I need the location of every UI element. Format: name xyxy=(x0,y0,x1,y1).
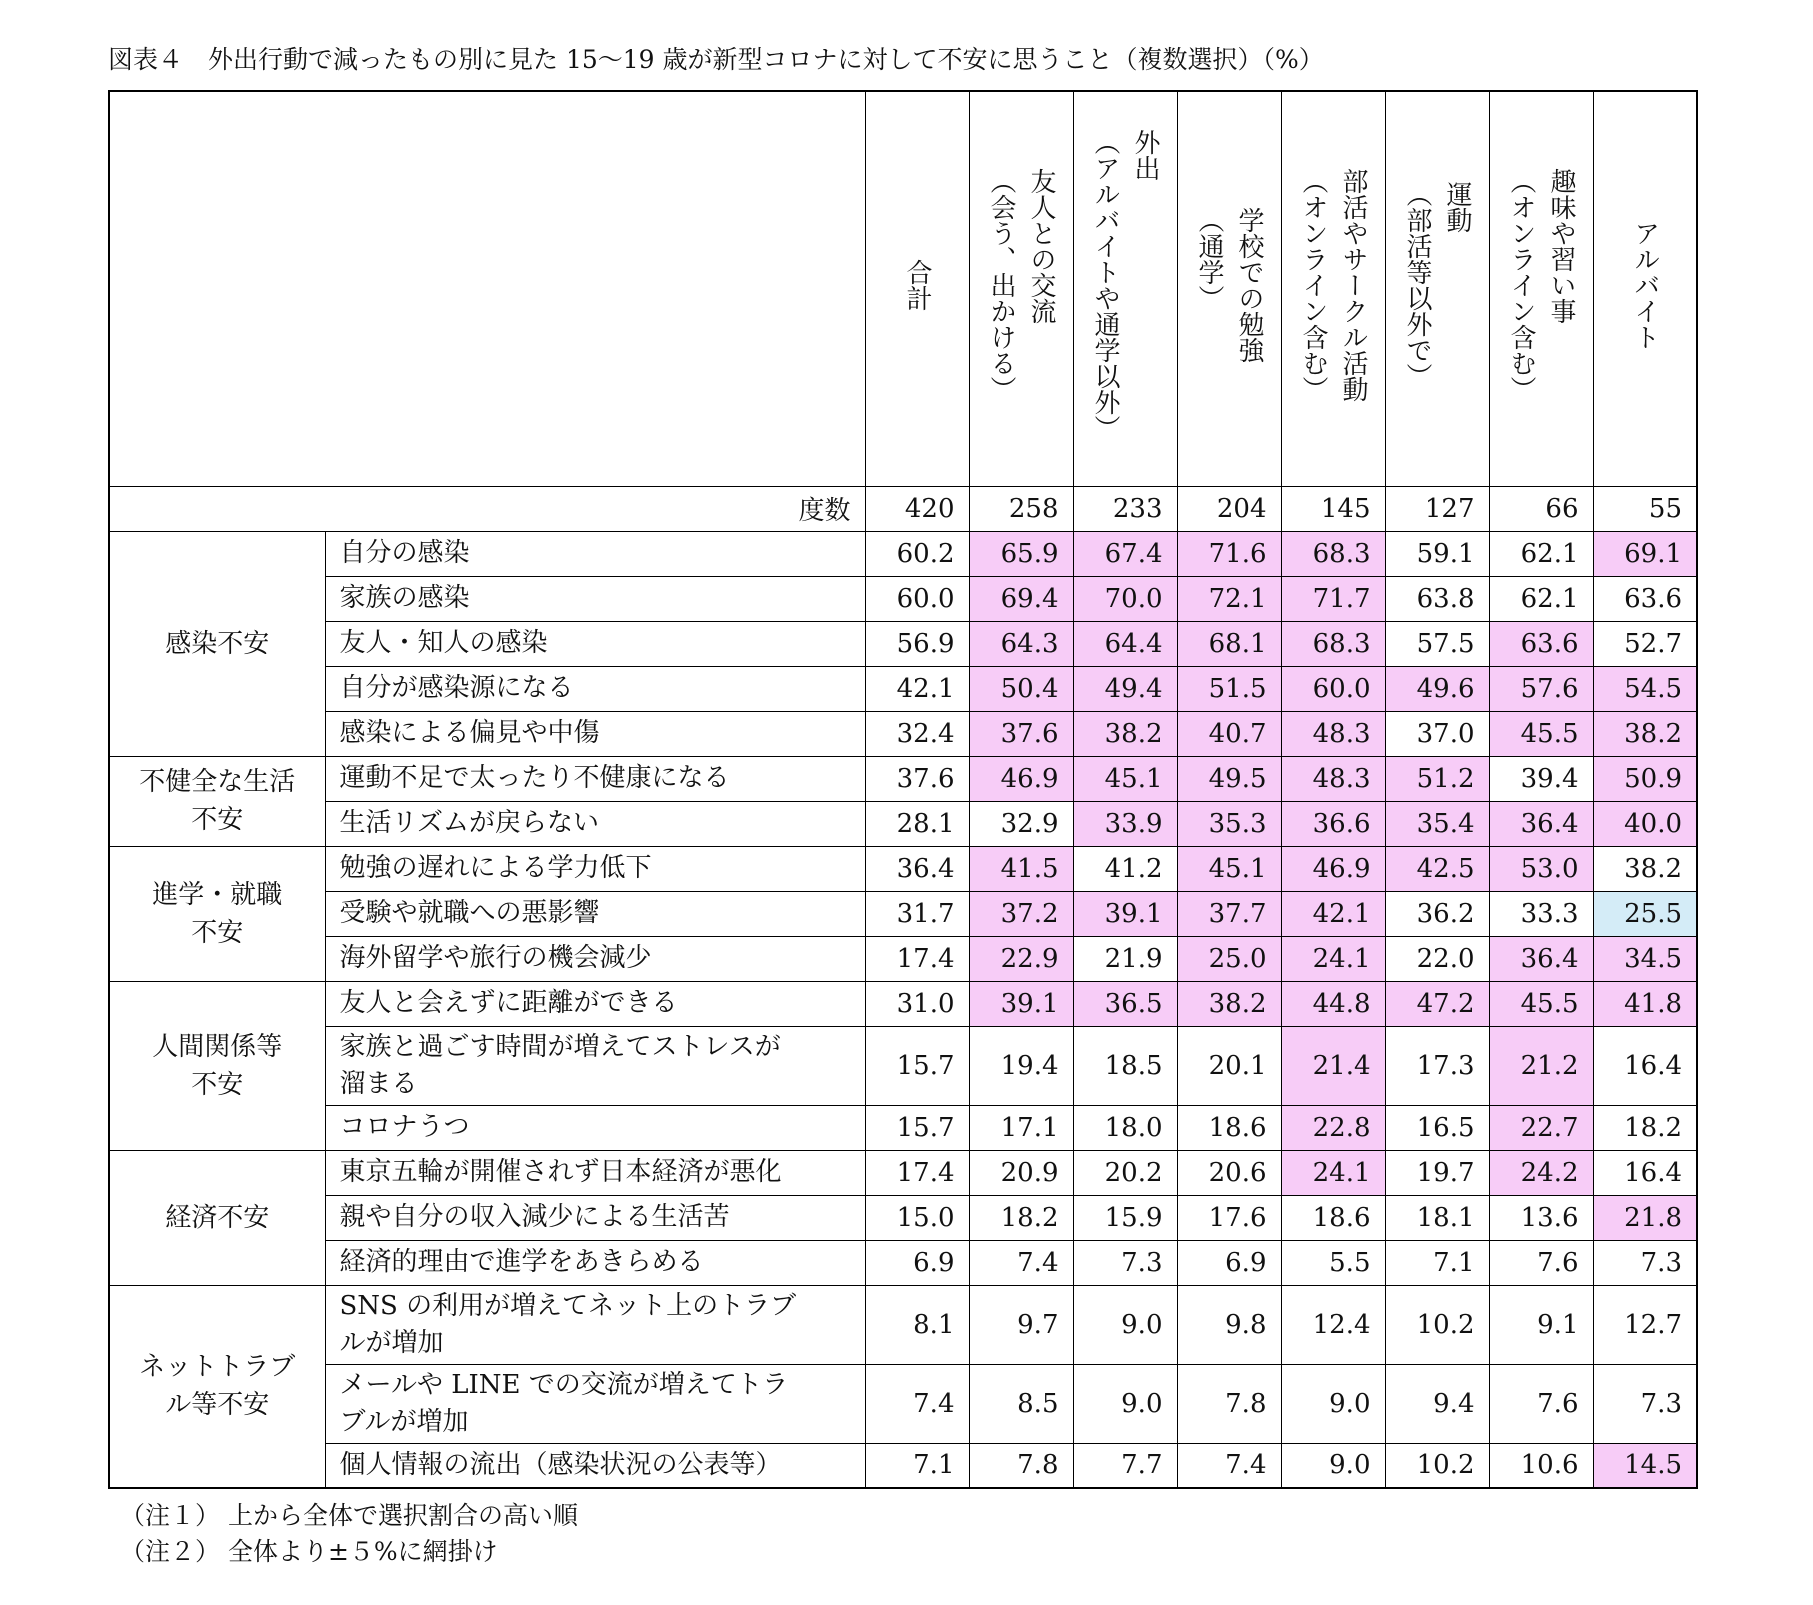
value-cell: 47.2 xyxy=(1385,981,1489,1026)
value-cell: 13.6 xyxy=(1489,1195,1593,1240)
value-cell: 46.9 xyxy=(1281,846,1385,891)
table-row xyxy=(109,576,1697,621)
value-cell: 8.1 xyxy=(865,1285,969,1364)
value-cell: 31.0 xyxy=(865,981,969,1026)
item-label: 友人・知人の感染 xyxy=(325,621,865,666)
value-cell: 19.7 xyxy=(1385,1150,1489,1195)
value-cell: 42.5 xyxy=(1385,846,1489,891)
value-cell: 37.7 xyxy=(1177,891,1281,936)
value-cell: 14.5 xyxy=(1593,1443,1697,1488)
value-cell: 36.6 xyxy=(1281,801,1385,846)
item-label: 海外留学や旅行の機会減少 xyxy=(325,936,865,981)
item-label: 受験や就職への悪影響 xyxy=(325,891,865,936)
value-cell: 20.6 xyxy=(1177,1150,1281,1195)
column-header-label: 合計 xyxy=(902,259,932,312)
value-cell: 63.6 xyxy=(1593,576,1697,621)
item-label: 自分の感染 xyxy=(325,531,865,576)
value-cell: 40.0 xyxy=(1593,801,1697,846)
value-cell: 38.2 xyxy=(1177,981,1281,1026)
category-cell: 経済不安 xyxy=(109,1150,325,1285)
item-label: 友人と会えずに距離ができる xyxy=(325,981,865,1026)
value-cell: 21.2 xyxy=(1489,1026,1593,1105)
value-cell: 36.4 xyxy=(1489,801,1593,846)
item-label: コロナうつ xyxy=(325,1105,865,1150)
value-cell: 7.3 xyxy=(1593,1364,1697,1443)
value-cell: 17.4 xyxy=(865,1150,969,1195)
table-row xyxy=(109,621,1697,666)
value-cell: 31.7 xyxy=(865,891,969,936)
value-cell: 12.7 xyxy=(1593,1285,1697,1364)
frequency-label: 度数 xyxy=(109,486,865,531)
value-cell: 22.8 xyxy=(1281,1105,1385,1150)
item-label: 自分が感染源になる xyxy=(325,666,865,711)
value-cell: 5.5 xyxy=(1281,1240,1385,1285)
value-cell: 18.1 xyxy=(1385,1195,1489,1240)
value-cell: 24.1 xyxy=(1281,1150,1385,1195)
value-cell: 18.2 xyxy=(1593,1105,1697,1150)
table-row xyxy=(109,1364,1697,1443)
value-cell: 51.5 xyxy=(1177,666,1281,711)
value-cell: 68.1 xyxy=(1177,621,1281,666)
value-cell: 40.7 xyxy=(1177,711,1281,756)
value-cell: 28.1 xyxy=(865,801,969,846)
value-cell: 9.0 xyxy=(1281,1443,1385,1488)
value-cell: 17.3 xyxy=(1385,1026,1489,1105)
value-cell: 6.9 xyxy=(1177,1240,1281,1285)
column-header-label: 部活やサークル活動 （オンライン含む） xyxy=(1298,168,1368,403)
value-cell: 17.6 xyxy=(1177,1195,1281,1240)
value-cell: 18.0 xyxy=(1073,1105,1177,1150)
category-cell: 不健全な生活 不安 xyxy=(109,756,325,846)
value-cell: 16.4 xyxy=(1593,1026,1697,1105)
item-label: 感染による偏見や中傷 xyxy=(325,711,865,756)
table-row xyxy=(109,1195,1697,1240)
value-cell: 8.5 xyxy=(969,1364,1073,1443)
value-cell: 32.9 xyxy=(969,801,1073,846)
value-cell: 63.6 xyxy=(1489,621,1593,666)
table-row xyxy=(109,1240,1697,1285)
category-cell: 人間関係等 不安 xyxy=(109,981,325,1150)
value-cell: 37.6 xyxy=(865,756,969,801)
frequency-cell: 145 xyxy=(1281,486,1385,531)
value-cell: 36.5 xyxy=(1073,981,1177,1026)
value-cell: 48.3 xyxy=(1281,711,1385,756)
frequency-row xyxy=(109,486,1697,531)
frequency-cell: 204 xyxy=(1177,486,1281,531)
value-cell: 63.8 xyxy=(1385,576,1489,621)
column-header xyxy=(865,91,969,486)
value-cell: 15.0 xyxy=(865,1195,969,1240)
value-cell: 7.3 xyxy=(1073,1240,1177,1285)
value-cell: 16.5 xyxy=(1385,1105,1489,1150)
value-cell: 45.1 xyxy=(1073,756,1177,801)
value-cell: 15.7 xyxy=(865,1105,969,1150)
table-row xyxy=(109,711,1697,756)
column-header xyxy=(1593,91,1697,486)
table-row xyxy=(109,936,1697,981)
column-header-label: 友人との交流 （会う、出かける） xyxy=(986,168,1056,403)
value-cell: 41.8 xyxy=(1593,981,1697,1026)
value-cell: 33.9 xyxy=(1073,801,1177,846)
value-cell: 41.5 xyxy=(969,846,1073,891)
table-row xyxy=(109,891,1697,936)
value-cell: 39.1 xyxy=(969,981,1073,1026)
value-cell: 9.8 xyxy=(1177,1285,1281,1364)
value-cell: 10.2 xyxy=(1385,1443,1489,1488)
value-cell: 35.4 xyxy=(1385,801,1489,846)
value-cell: 22.9 xyxy=(969,936,1073,981)
value-cell: 49.4 xyxy=(1073,666,1177,711)
value-cell: 46.9 xyxy=(969,756,1073,801)
value-cell: 51.2 xyxy=(1385,756,1489,801)
column-header-label: 運動 （部活等以外で） xyxy=(1402,181,1472,390)
value-cell: 48.3 xyxy=(1281,756,1385,801)
column-header xyxy=(1385,91,1489,486)
category-cell: 感染不安 xyxy=(109,531,325,756)
frequency-cell: 233 xyxy=(1073,486,1177,531)
item-label: 経済的理由で進学をあきらめる xyxy=(325,1240,865,1285)
column-header xyxy=(969,91,1073,486)
value-cell: 54.5 xyxy=(1593,666,1697,711)
value-cell: 18.6 xyxy=(1281,1195,1385,1240)
column-header-label: 外出 （アルバイトや通学以外） xyxy=(1090,129,1160,442)
value-cell: 21.9 xyxy=(1073,936,1177,981)
item-label: 生活リズムが戻らない xyxy=(325,801,865,846)
value-cell: 7.4 xyxy=(1177,1443,1281,1488)
value-cell: 38.2 xyxy=(1593,711,1697,756)
value-cell: 64.4 xyxy=(1073,621,1177,666)
value-cell: 21.4 xyxy=(1281,1026,1385,1105)
item-label: 勉強の遅れによる学力低下 xyxy=(325,846,865,891)
frequency-cell: 66 xyxy=(1489,486,1593,531)
table-row xyxy=(109,1105,1697,1150)
column-header xyxy=(1489,91,1593,486)
item-label: SNS の利用が増えてネット上のトラブ ルが増加 xyxy=(325,1285,865,1364)
value-cell: 68.3 xyxy=(1281,531,1385,576)
value-cell: 57.6 xyxy=(1489,666,1593,711)
item-label: 東京五輪が開催されず日本経済が悪化 xyxy=(325,1150,865,1195)
value-cell: 71.7 xyxy=(1281,576,1385,621)
value-cell: 7.3 xyxy=(1593,1240,1697,1285)
value-cell: 44.8 xyxy=(1281,981,1385,1026)
value-cell: 68.3 xyxy=(1281,621,1385,666)
value-cell: 24.2 xyxy=(1489,1150,1593,1195)
note-1: （注１） 上から全体で選択割合の高い順 xyxy=(120,1501,578,1530)
header-row xyxy=(109,91,1697,486)
value-cell: 67.4 xyxy=(1073,531,1177,576)
value-cell: 72.1 xyxy=(1177,576,1281,621)
value-cell: 62.1 xyxy=(1489,531,1593,576)
table-row xyxy=(109,801,1697,846)
value-cell: 9.0 xyxy=(1073,1364,1177,1443)
value-cell: 50.9 xyxy=(1593,756,1697,801)
value-cell: 10.6 xyxy=(1489,1443,1593,1488)
value-cell: 6.9 xyxy=(865,1240,969,1285)
value-cell: 20.1 xyxy=(1177,1026,1281,1105)
value-cell: 25.5 xyxy=(1593,891,1697,936)
table-row xyxy=(109,1026,1697,1105)
value-cell: 69.4 xyxy=(969,576,1073,621)
table-row xyxy=(109,666,1697,711)
data-table xyxy=(108,90,1698,1489)
value-cell: 15.9 xyxy=(1073,1195,1177,1240)
value-cell: 36.4 xyxy=(865,846,969,891)
value-cell: 52.7 xyxy=(1593,621,1697,666)
frequency-cell: 258 xyxy=(969,486,1073,531)
value-cell: 32.4 xyxy=(865,711,969,756)
column-header xyxy=(1073,91,1177,486)
value-cell: 7.8 xyxy=(1177,1364,1281,1443)
value-cell: 12.4 xyxy=(1281,1285,1385,1364)
column-header xyxy=(1281,91,1385,486)
value-cell: 39.1 xyxy=(1073,891,1177,936)
header-corner xyxy=(109,91,865,486)
value-cell: 9.0 xyxy=(1281,1364,1385,1443)
category-cell: ネットトラブ ル等不安 xyxy=(109,1285,325,1488)
value-cell: 57.5 xyxy=(1385,621,1489,666)
value-cell: 7.8 xyxy=(969,1443,1073,1488)
frequency-cell: 420 xyxy=(865,486,969,531)
table-row xyxy=(109,1150,1697,1195)
value-cell: 7.1 xyxy=(1385,1240,1489,1285)
value-cell: 70.0 xyxy=(1073,576,1177,621)
value-cell: 45.1 xyxy=(1177,846,1281,891)
value-cell: 7.4 xyxy=(865,1364,969,1443)
column-header-label: アルバイト xyxy=(1629,220,1660,351)
value-cell: 10.2 xyxy=(1385,1285,1489,1364)
table-row xyxy=(109,1285,1697,1364)
value-cell: 22.7 xyxy=(1489,1105,1593,1150)
value-cell: 60.0 xyxy=(1281,666,1385,711)
value-cell: 7.4 xyxy=(969,1240,1073,1285)
value-cell: 59.1 xyxy=(1385,531,1489,576)
value-cell: 18.5 xyxy=(1073,1026,1177,1105)
value-cell: 19.4 xyxy=(969,1026,1073,1105)
value-cell: 7.6 xyxy=(1489,1364,1593,1443)
value-cell: 35.3 xyxy=(1177,801,1281,846)
value-cell: 39.4 xyxy=(1489,756,1593,801)
value-cell: 9.4 xyxy=(1385,1364,1489,1443)
value-cell: 69.1 xyxy=(1593,531,1697,576)
value-cell: 49.6 xyxy=(1385,666,1489,711)
value-cell: 37.0 xyxy=(1385,711,1489,756)
item-label: 家族の感染 xyxy=(325,576,865,621)
value-cell: 16.4 xyxy=(1593,1150,1697,1195)
value-cell: 64.3 xyxy=(969,621,1073,666)
column-header-label: 学校での勉強 （通学） xyxy=(1194,207,1264,364)
item-label: 個人情報の流出（感染状況の公表等） xyxy=(325,1443,865,1488)
value-cell: 38.2 xyxy=(1073,711,1177,756)
value-cell: 42.1 xyxy=(1281,891,1385,936)
frequency-cell: 127 xyxy=(1385,486,1489,531)
value-cell: 37.2 xyxy=(969,891,1073,936)
value-cell: 38.2 xyxy=(1593,846,1697,891)
value-cell: 20.9 xyxy=(969,1150,1073,1195)
value-cell: 7.7 xyxy=(1073,1443,1177,1488)
item-label: 親や自分の収入減少による生活苦 xyxy=(325,1195,865,1240)
item-label: 家族と過ごす時間が増えてストレスが 溜まる xyxy=(325,1026,865,1105)
table-row xyxy=(109,981,1697,1026)
value-cell: 36.2 xyxy=(1385,891,1489,936)
frequency-cell: 55 xyxy=(1593,486,1697,531)
table-row xyxy=(109,1443,1697,1488)
column-header-label: 趣味や習い事 （オンライン含む） xyxy=(1506,168,1576,403)
value-cell: 41.2 xyxy=(1073,846,1177,891)
value-cell: 56.9 xyxy=(865,621,969,666)
table-title: 図表４ 外出行動で減ったもの別に見た 15～19 歳が新型コロナに対して不安に思うこと（複数選択）（%） xyxy=(108,45,1324,74)
value-cell: 34.5 xyxy=(1593,936,1697,981)
value-cell: 9.7 xyxy=(969,1285,1073,1364)
value-cell: 9.1 xyxy=(1489,1285,1593,1364)
note-2: （注２） 全体より±５%に網掛け xyxy=(120,1537,498,1566)
value-cell: 42.1 xyxy=(865,666,969,711)
value-cell: 62.1 xyxy=(1489,576,1593,621)
value-cell: 17.1 xyxy=(969,1105,1073,1150)
value-cell: 9.0 xyxy=(1073,1285,1177,1364)
value-cell: 18.6 xyxy=(1177,1105,1281,1150)
value-cell: 22.0 xyxy=(1385,936,1489,981)
value-cell: 45.5 xyxy=(1489,981,1593,1026)
item-label: 運動不足で太ったり不健康になる xyxy=(325,756,865,801)
value-cell: 60.2 xyxy=(865,531,969,576)
value-cell: 18.2 xyxy=(969,1195,1073,1240)
value-cell: 20.2 xyxy=(1073,1150,1177,1195)
value-cell: 45.5 xyxy=(1489,711,1593,756)
category-cell: 進学・就職 不安 xyxy=(109,846,325,981)
value-cell: 50.4 xyxy=(969,666,1073,711)
item-label: メールや LINE での交流が増えてトラ ブルが増加 xyxy=(325,1364,865,1443)
table-row xyxy=(109,846,1697,891)
value-cell: 53.0 xyxy=(1489,846,1593,891)
column-header xyxy=(1177,91,1281,486)
value-cell: 65.9 xyxy=(969,531,1073,576)
table-row xyxy=(109,756,1697,801)
value-cell: 7.6 xyxy=(1489,1240,1593,1285)
value-cell: 60.0 xyxy=(865,576,969,621)
value-cell: 71.6 xyxy=(1177,531,1281,576)
value-cell: 33.3 xyxy=(1489,891,1593,936)
table-row xyxy=(109,531,1697,576)
value-cell: 21.8 xyxy=(1593,1195,1697,1240)
value-cell: 7.1 xyxy=(865,1443,969,1488)
value-cell: 15.7 xyxy=(865,1026,969,1105)
value-cell: 37.6 xyxy=(969,711,1073,756)
notes xyxy=(120,1498,578,1570)
value-cell: 17.4 xyxy=(865,936,969,981)
value-cell: 25.0 xyxy=(1177,936,1281,981)
value-cell: 49.5 xyxy=(1177,756,1281,801)
value-cell: 24.1 xyxy=(1281,936,1385,981)
value-cell: 36.4 xyxy=(1489,936,1593,981)
